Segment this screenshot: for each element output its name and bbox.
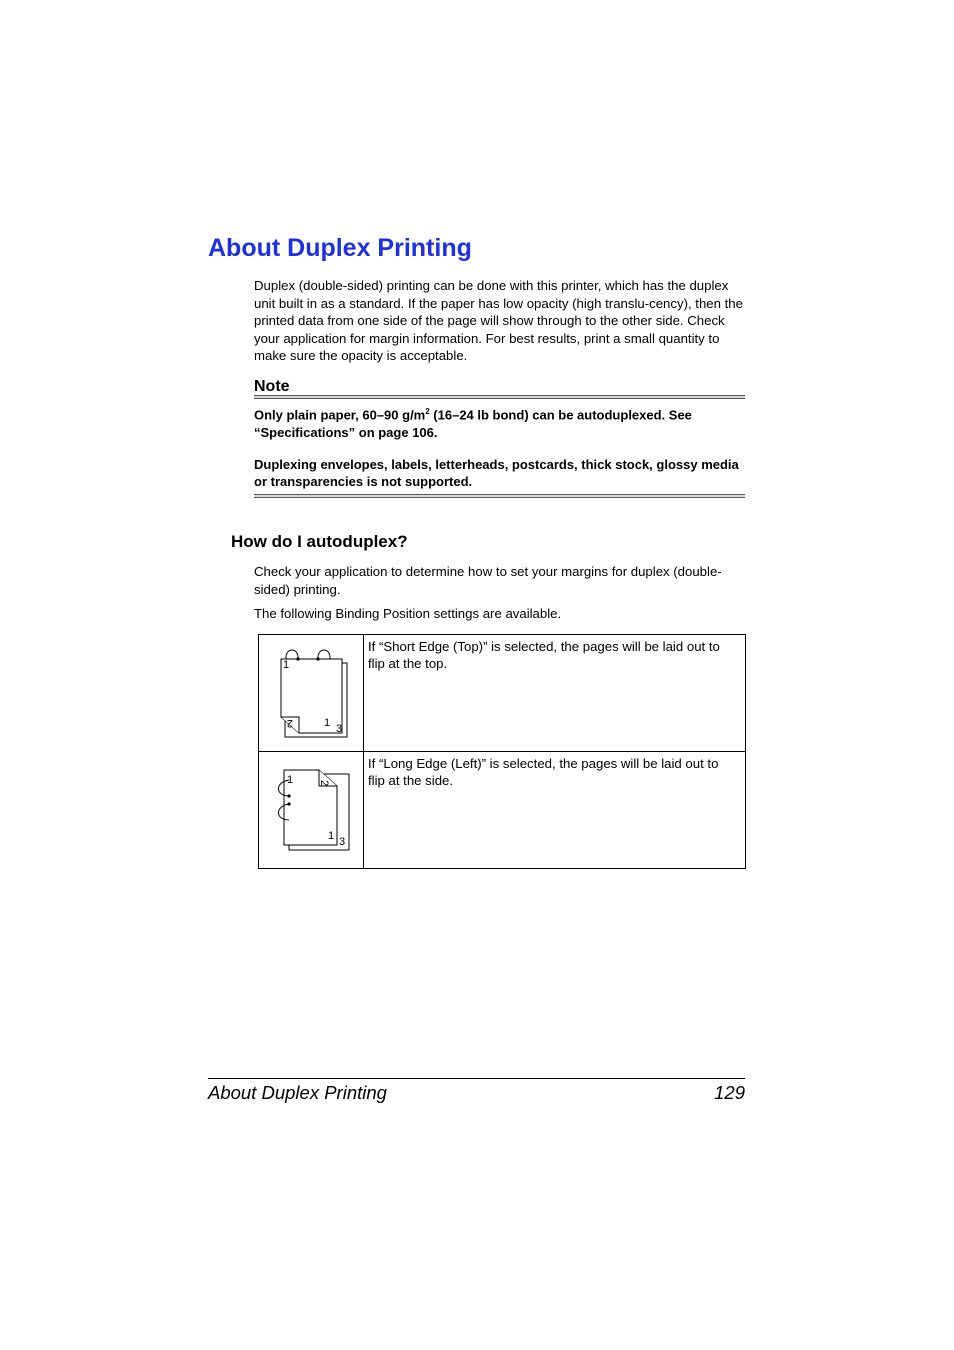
table-row [259, 635, 746, 752]
long-edge-description: If “Long Edge (Left)” is selected, the pages will be laid out to flip at the side. [364, 752, 746, 869]
short-edge-image-cell [259, 635, 364, 752]
page-label-1-back: 1 [328, 830, 335, 842]
page-label-2: 2 [318, 780, 330, 787]
page-label-1-back: 1 [324, 717, 331, 729]
short-edge-description: If “Short Edge (Top)” is selected, the pages will be laid out to flip at the top. [364, 635, 746, 752]
page-label-2: 2 [286, 717, 293, 729]
footer-rule [208, 1078, 745, 1079]
long-edge-image-cell [259, 752, 364, 869]
table-row [259, 752, 746, 869]
check-paragraph: Check your application to determine how to set your margins for duplex (double-sided) printing. [254, 564, 722, 597]
section-heading: How do I autoduplex? [231, 532, 408, 551]
long-edge-binding-icon [259, 752, 363, 863]
page-label-3: 3 [339, 836, 346, 848]
note-paper-weight-text-cont: (16–24 lb bond) can be autoduplexed. See “Specifications” on page 106. [254, 407, 692, 440]
page-label-3: 3 [336, 723, 343, 735]
note-heading: Note [254, 378, 290, 395]
note-unsupported-media: Duplexing envelopes, labels, letterheads, postcards, thick stock, glossy media or transparencies is not supported. [254, 457, 739, 490]
page-label-1: 1 [283, 659, 290, 671]
note-superscript: 2 [425, 407, 430, 416]
binding-position-table [258, 634, 746, 869]
short-edge-binding-icon [259, 635, 363, 746]
page-number: 129 [714, 1082, 745, 1103]
note-rule-bottom [254, 494, 745, 498]
page-title: About Duplex Printing [208, 234, 472, 262]
page-label-1: 1 [287, 774, 294, 786]
note-paper-weight [254, 403, 746, 441]
footer-title: About Duplex Printing [208, 1082, 387, 1103]
intro-paragraph: Duplex (double-sided) printing can be done with this printer, which has the duplex unit built in as a standard. If the paper has low opacity (high translu-cency), then the printed data from one side of the page will show through to the other side. Check your application for margin information. For best results, print a small quantity to make sure the opacity is acceptable. [254, 278, 743, 364]
note-rule-top [254, 395, 745, 399]
note-paper-weight-text: Only plain paper, 60–90 g/m [254, 407, 426, 423]
binding-paragraph: The following Binding Position settings are available. [254, 606, 562, 621]
